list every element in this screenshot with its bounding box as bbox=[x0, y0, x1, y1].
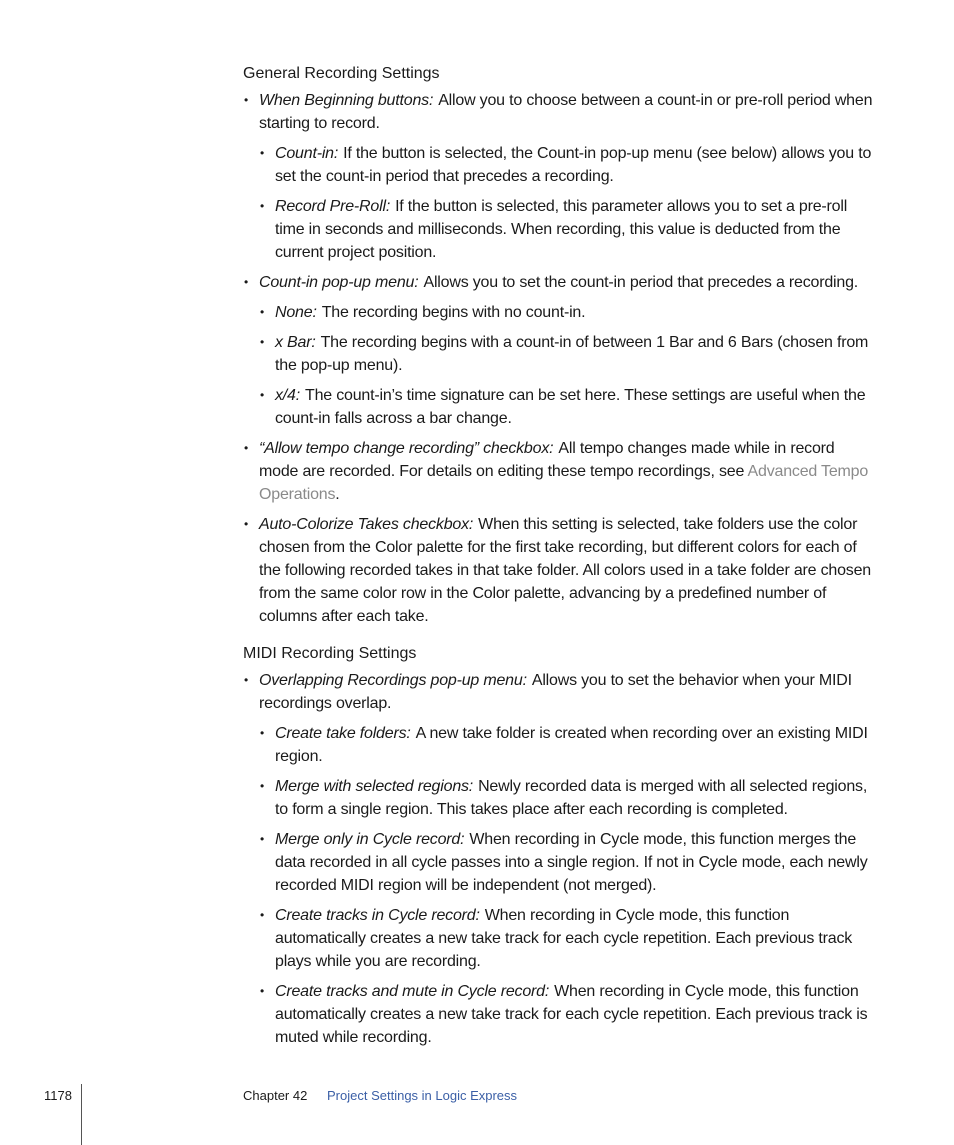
term-label: When Beginning buttons: bbox=[259, 92, 434, 109]
term-label: None: bbox=[275, 304, 317, 321]
term-label: Overlapping Recordings pop-up menu: bbox=[259, 672, 527, 689]
bullet-icon: • bbox=[260, 335, 265, 349]
list-item-merge-selected bbox=[243, 775, 875, 821]
list-item-when-beginning bbox=[243, 89, 875, 135]
term-label: Auto-Colorize Takes checkbox: bbox=[259, 516, 474, 533]
term-label: Record Pre-Roll: bbox=[275, 198, 391, 215]
bullet-icon: • bbox=[260, 832, 265, 846]
item-text: Allows you to set the behavior when your MIDI recordings overlap. bbox=[259, 672, 852, 712]
page-footer bbox=[0, 1080, 954, 1145]
general-settings-list bbox=[243, 89, 875, 628]
item-text: The recording begins with a count-in of between 1 Bar and 6 Bars (chosen from the pop-up menu). bbox=[275, 334, 869, 374]
term-label: x Bar: bbox=[275, 334, 316, 351]
list-item-overlapping bbox=[243, 669, 875, 715]
item-text: A new take folder is created when recording over an existing MIDI region. bbox=[275, 725, 868, 765]
list-item-merge-cycle bbox=[243, 828, 875, 897]
page-content bbox=[243, 62, 875, 1049]
item-text: If the button is selected, the Count-in pop-up menu (see below) allows you to set the count-in period that precedes a recording. bbox=[275, 145, 872, 185]
item-text: The count-in’s time signature can be set here. These settings are useful when the count-in falls across a bar change. bbox=[275, 387, 866, 427]
bullet-icon: • bbox=[244, 673, 249, 687]
term-label: Merge only in Cycle record: bbox=[275, 831, 465, 848]
item-text-end: . bbox=[335, 486, 340, 503]
bullet-icon: • bbox=[244, 93, 249, 107]
item-text: When recording in Cycle mode, this function automatically creates a new take track for each cycle repetition. Each previous track plays while you are recording. bbox=[275, 907, 853, 970]
list-item-count-in-menu bbox=[243, 271, 875, 294]
bullet-icon: • bbox=[260, 726, 265, 740]
list-item-create-tracks-mute bbox=[243, 980, 875, 1049]
list-item-create-take-folders bbox=[243, 722, 875, 768]
item-text: The recording begins with no count-in. bbox=[321, 304, 586, 321]
item-text: When this setting is selected, take folders use the color chosen from the Color palette for the first take recording, but different colors for each of the following recorded takes in that take folder. All colors used in a take folder are chosen from the same color row in the Color palette, advancing by a predefined number of columns after each take. bbox=[259, 516, 871, 625]
term-label: Count-in: bbox=[275, 145, 339, 162]
midi-settings-list bbox=[243, 669, 875, 1049]
item-text: Allow you to choose between a count-in or pre-roll period when starting to record. bbox=[259, 92, 873, 132]
item-text: If the button is selected, this parameter allows you to set a pre-roll time in seconds and milliseconds. When recording, this value is deducted from the current project position. bbox=[275, 198, 848, 261]
footer-divider bbox=[81, 1084, 82, 1145]
list-item-create-tracks bbox=[243, 904, 875, 973]
term-label: x/4: bbox=[275, 387, 300, 404]
item-text: When recording in Cycle mode, this function automatically creates a new take track for each cycle repetition. Each previous track is muted while recording. bbox=[275, 983, 868, 1046]
term-label: Create tracks in Cycle record: bbox=[275, 907, 480, 924]
list-item-pre-roll bbox=[243, 195, 875, 264]
term-label: Create tracks and mute in Cycle record: bbox=[275, 983, 550, 1000]
item-text: Allows you to set the count-in period that precedes a recording. bbox=[423, 274, 859, 291]
bullet-icon: • bbox=[260, 984, 265, 998]
list-item-tempo-checkbox bbox=[243, 437, 875, 506]
bullet-icon: • bbox=[244, 441, 249, 455]
list-item-auto-colorize bbox=[243, 513, 875, 628]
list-item-x-bar bbox=[243, 331, 875, 377]
term-label: “Allow tempo change recording” checkbox: bbox=[259, 440, 554, 457]
item-text: All tempo changes made while in record mode are recorded. For details on editing these tempo recordings, see bbox=[259, 440, 835, 480]
section-heading-midi: MIDI Recording Settings bbox=[243, 645, 417, 662]
page-number: 1178 bbox=[44, 1088, 72, 1103]
chapter-title-link[interactable]: Project Settings in Logic Express bbox=[327, 1088, 518, 1103]
advanced-tempo-link[interactable]: Advanced Tempo Operations bbox=[259, 463, 869, 503]
section-heading-general: General Recording Settings bbox=[243, 65, 440, 82]
list-item-x4 bbox=[243, 384, 875, 430]
item-text: When recording in Cycle mode, this function merges the data recorded in all cycle passes into a single region. If not in Cycle mode, each newly recorded MIDI region will be independent (not merged). bbox=[275, 831, 868, 894]
bullet-icon: • bbox=[244, 517, 249, 531]
item-text: Newly recorded data is merged with all selected regions, to form a single region. This takes place after each recording is completed. bbox=[275, 778, 868, 818]
bullet-icon: • bbox=[244, 275, 249, 289]
term-label: Count-in pop-up menu: bbox=[259, 274, 419, 291]
term-label: Merge with selected regions: bbox=[275, 778, 474, 795]
bullet-icon: • bbox=[260, 146, 265, 160]
term-label: Create take folders: bbox=[275, 725, 411, 742]
bullet-icon: • bbox=[260, 388, 265, 402]
bullet-icon: • bbox=[260, 199, 265, 213]
list-item-none bbox=[243, 301, 875, 324]
bullet-icon: • bbox=[260, 908, 265, 922]
list-item-count-in bbox=[243, 142, 875, 188]
bullet-icon: • bbox=[260, 305, 265, 319]
bullet-icon: • bbox=[260, 779, 265, 793]
chapter-number: Chapter 42 bbox=[243, 1088, 308, 1103]
